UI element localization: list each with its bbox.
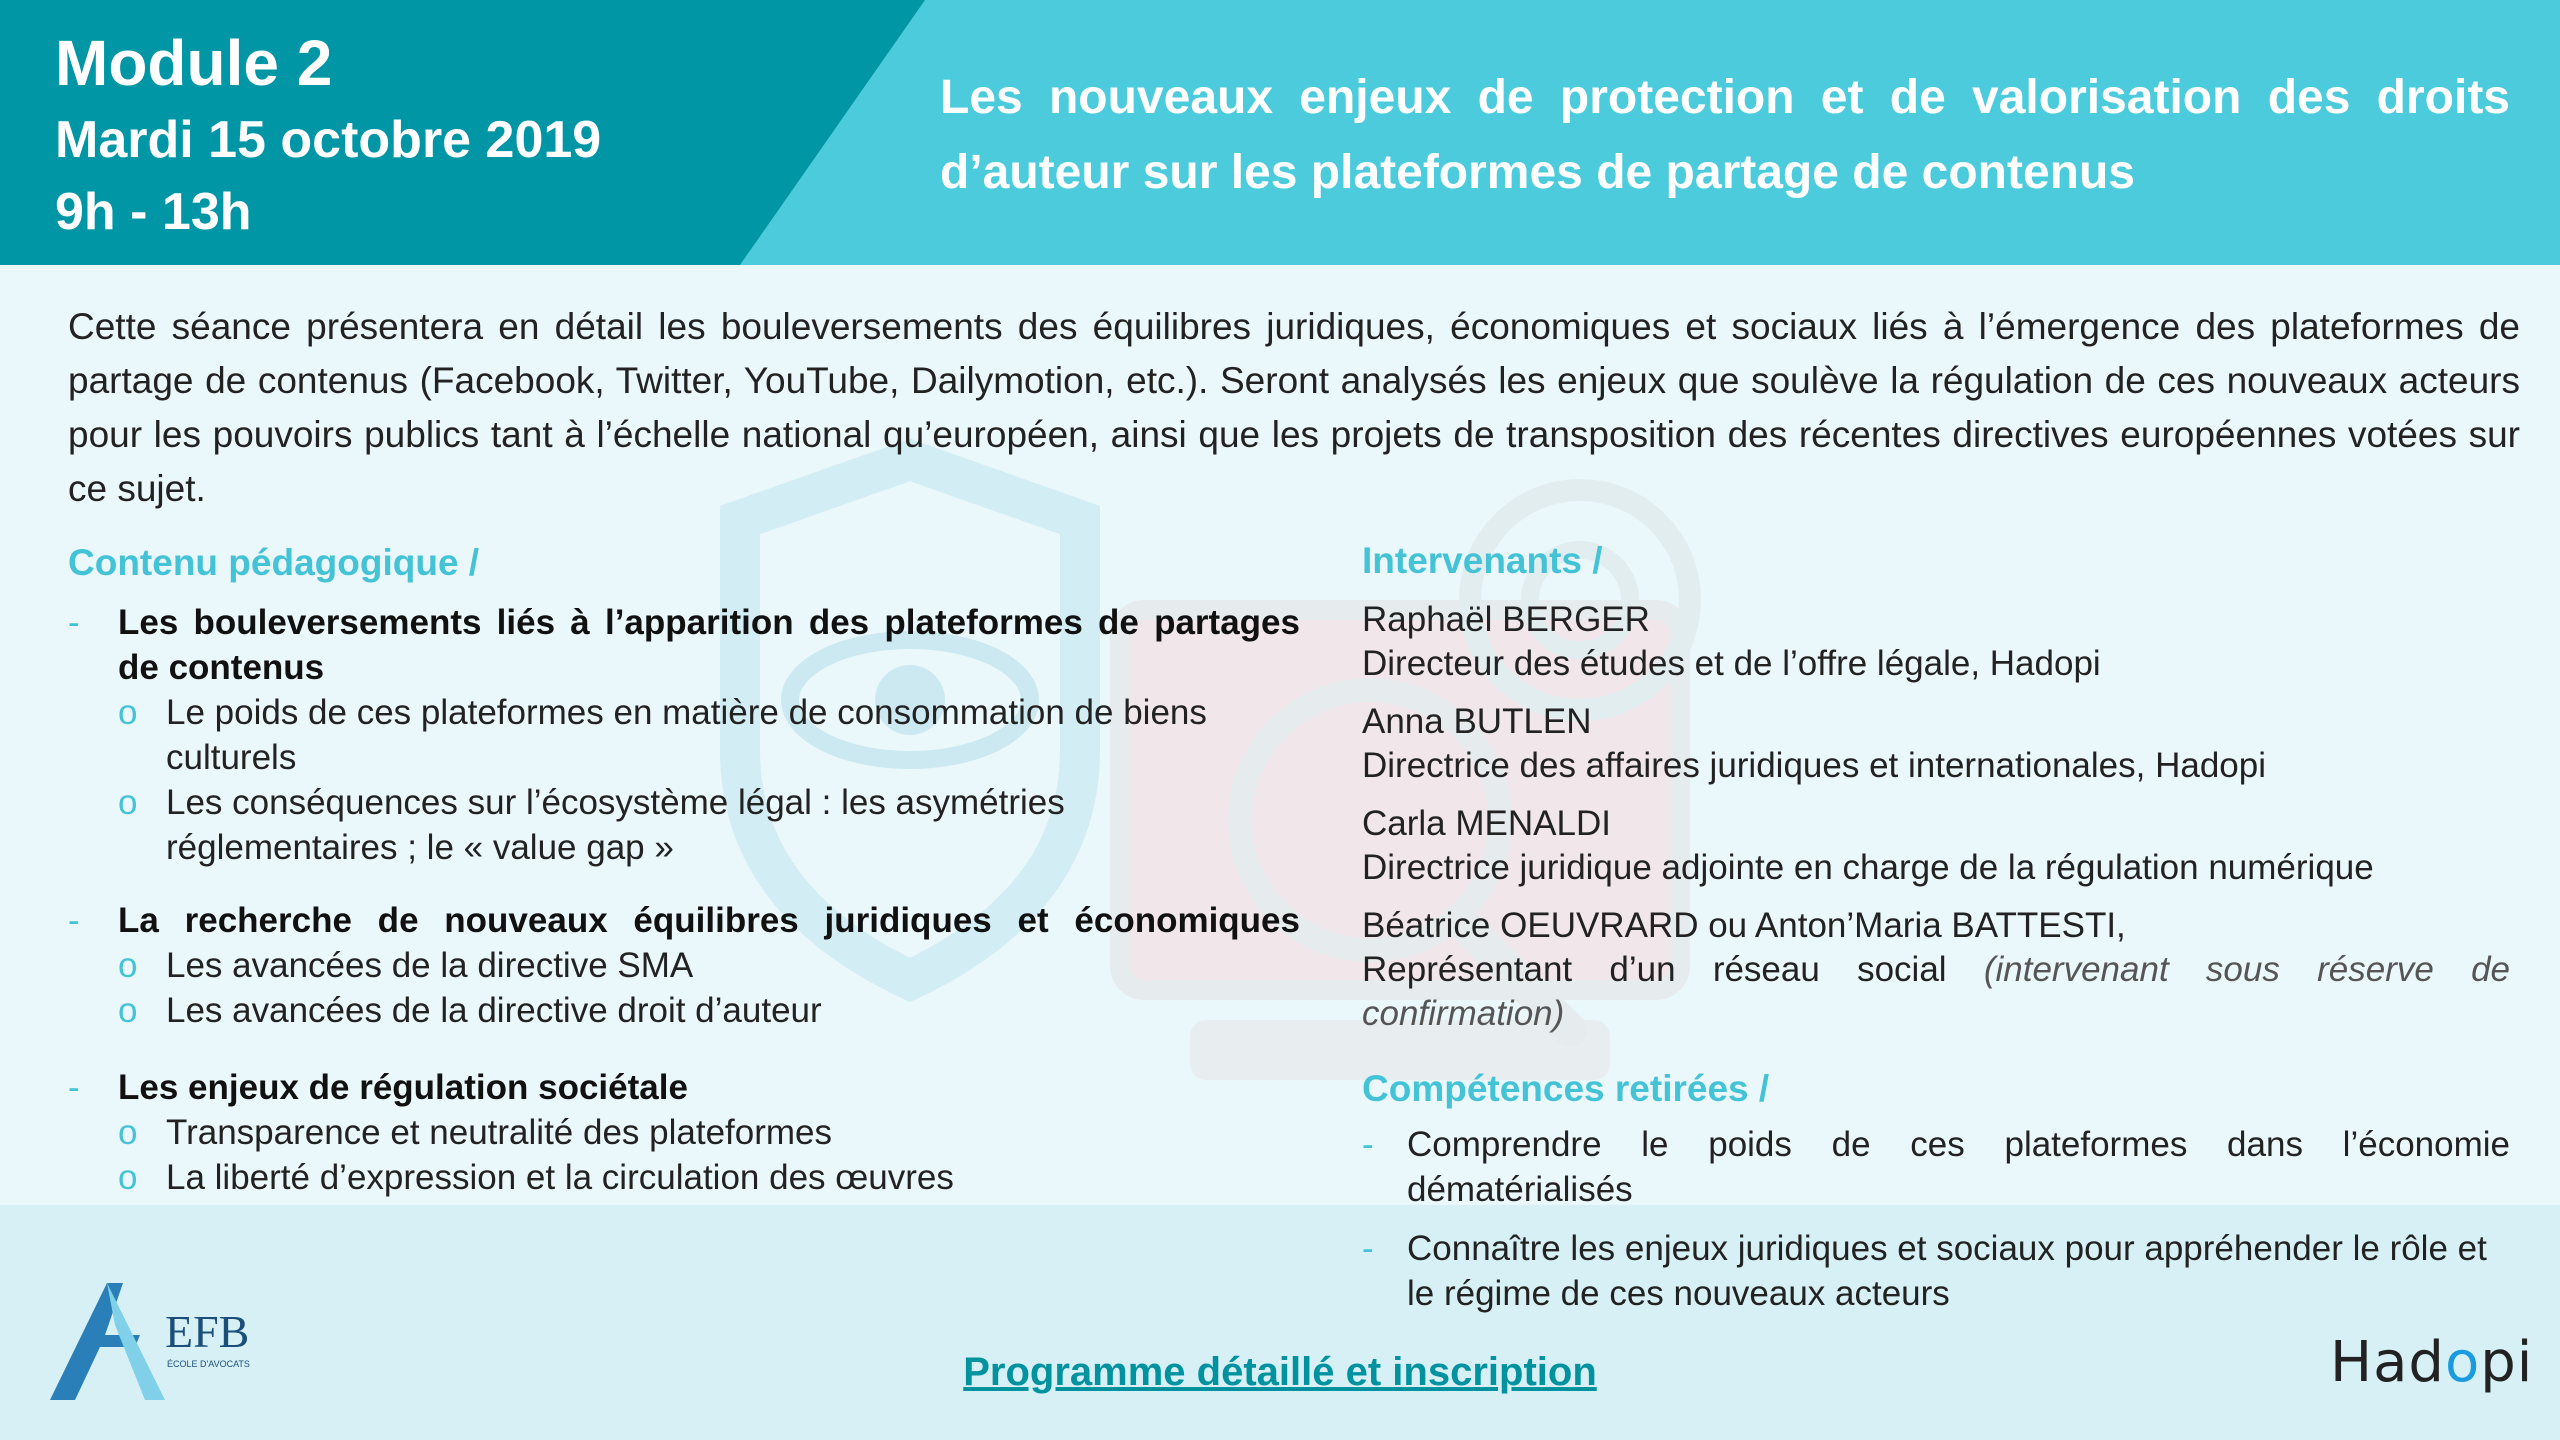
circle-bullet-icon: o xyxy=(118,783,138,822)
circle-bullet-icon: o xyxy=(118,693,138,732)
speaker-name: Béatrice OEUVRARD ou Anton’Maria BATTESTI, xyxy=(1362,906,2126,945)
skills-heading: Compétences retirées / xyxy=(1362,1068,1770,1109)
dash-bullet: - xyxy=(68,901,80,940)
speaker-role: Directeur des études et de l’offre légale, Hadopi xyxy=(1362,644,2101,683)
dash-bullet: - xyxy=(1362,1229,1374,1268)
sub-item: o La liberté d’expression et la circulation des œuvres xyxy=(118,1155,1300,1200)
sub-item: o Les avancées de la directive SMA xyxy=(118,943,1300,988)
content-heading: Contenu pédagogique / xyxy=(68,542,480,583)
topic-title: La recherche de nouveaux équilibres juridiques et économiques xyxy=(118,901,1300,940)
speakers-list xyxy=(1362,598,2510,1050)
circle-bullet-icon: o xyxy=(118,1158,138,1197)
sub-item: o Les avancées de la directive droit d’auteur xyxy=(118,988,1300,1033)
speaker-name: Anna BUTLEN xyxy=(1362,702,1592,741)
svg-text:EFB: EFB xyxy=(165,1306,250,1357)
topic-item xyxy=(68,600,1300,870)
speaker-role: Directrice des affaires juridiques et internationales, Hadopi xyxy=(1362,746,2267,785)
speaker-name: Carla MENALDI xyxy=(1362,804,1611,843)
speakers-heading: Intervenants / xyxy=(1362,540,1603,581)
content-list xyxy=(68,600,1300,1200)
svg-text:ÉCOLE D'AVOCATS: ÉCOLE D'AVOCATS xyxy=(167,1359,250,1369)
skill-item: - Comprendre le poids de ces plateformes dans l’économie dématérialisés xyxy=(1362,1122,2510,1212)
dash-bullet: - xyxy=(1362,1125,1374,1164)
dash-bullet: - xyxy=(68,603,80,642)
sub-item: o Transparence et neutralité des plateformes xyxy=(118,1110,1300,1155)
speaker-name: Raphaël BERGER xyxy=(1362,600,1650,639)
module-time: 9h - 13h xyxy=(55,183,252,241)
topic-title: Les bouleversements liés à l’apparition des plateformes de partages de contenus xyxy=(118,603,1300,687)
speaker-note: confirmation) xyxy=(1362,994,1565,1033)
dash-bullet: - xyxy=(68,1068,80,1107)
speaker-role: Représentant d’un réseau social (intervenant sous réserve de xyxy=(1362,950,2510,989)
intro-paragraph: Cette séance présentera en détail les bouleversements des équilibres juridiques, économiques et sociaux liés à l’émergence des plateformes de partage de contenus (Facebook, Twitter, YouTube, Dailymotion, etc.). Seront analysés les enjeux que soulève la régulation de ces nouveaux acteurs pour les pouvoirs publics tant à l’échelle national qu’européen, ainsi que les projets de transposition des récentes directives européennes votées sur ce sujet. xyxy=(68,306,2520,509)
page-title: Les nouveaux enjeux de protection et de valorisation des droits d’auteur sur les plateformes de partage de contenus xyxy=(940,71,2510,199)
skills-list xyxy=(1362,1122,2510,1330)
speaker-item xyxy=(1362,802,2510,890)
circle-bullet-icon: o xyxy=(118,991,138,1030)
circle-bullet-icon: o xyxy=(118,946,138,985)
topic-title: Les enjeux de régulation sociétale xyxy=(118,1068,688,1107)
hadopi-logo: Hadopi xyxy=(2330,1330,2534,1395)
module-info xyxy=(55,22,601,248)
skill-item: - Connaître les enjeux juridiques et sociaux pour appréhender le rôle et le régime de ces nouveaux acteurs xyxy=(1362,1226,2510,1316)
module-title: Module 2 xyxy=(55,27,333,99)
speaker-role: Directrice juridique adjointe en charge de la régulation numérique xyxy=(1362,848,2374,887)
speaker-note: (intervenant sous réserve de xyxy=(1983,950,2510,989)
sub-item: o Les conséquences sur l’écosystème légal : les asymétries réglementaires ; le « value gap » xyxy=(118,780,1300,870)
topic-item xyxy=(68,898,1300,1033)
speaker-item xyxy=(1362,598,2510,686)
sub-item: o Le poids de ces plateformes en matière de consommation de biens culturels xyxy=(118,690,1300,780)
circle-bullet-icon: o xyxy=(118,1113,138,1152)
program-link[interactable]: Programme détaillé et inscription xyxy=(963,1350,1597,1394)
speaker-item xyxy=(1362,700,2510,788)
module-date: Mardi 15 octobre 2019 xyxy=(55,111,602,169)
speaker-item xyxy=(1362,904,2510,1036)
topic-item xyxy=(68,1065,1300,1200)
